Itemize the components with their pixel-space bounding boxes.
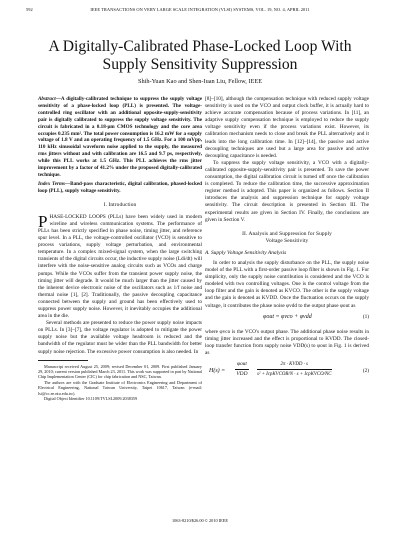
authors: Shih-Yuan Kao and Shen-Iuan Liu, Fellow, IEEE — [137, 78, 263, 85]
index-terms-text: Band-pass characteristic, digital calibration, phased-locked loop (PLL), supply voltage sensitivity. — [38, 180, 202, 194]
drop-cap: P — [38, 211, 48, 231]
equation-1-number: (1) — [362, 313, 369, 320]
equation-2-fraction-left — [235, 361, 249, 378]
section-heading-line-2: Voltage Sensitivity — [265, 237, 309, 244]
section-heading-introduction: I. Introduction — [103, 201, 137, 208]
footnote-doi: Digital Object Identifier 10.1109/TVLSI.2009.2038359 — [44, 396, 138, 402]
intro-paragraph-1-text: HASE-LOCKED LOOPS (PLLs) have been widely used in modern wireline and wireless communication systems. The performance of PLLs has been strictly specified in phase noise, timing jitter, and reference spur level. In a PLL, the voltage-controlled oscillator (VCO) is sensitive to process variations, supply voltage perturbation, and environmental temperature. In a complex mixed-signal system, when the large switching transients of the digital circuits occur, the inductive supply noise (Ldi/dt) will interfere with the noise-sensitive analog circuits such as VCOs and charge pumps. While the VCOs suffer from the transient power supply noise, the timing jitter will degrade. It would be much larger than the jitter caused by the inherent device electronic noise of the oscillators such as 1/f noise and thermal noise [1], [2]. Traditionally, the passive decoupling capacitance connected between the supply and ground has been effectively used to suppress power supply noise. However, it inevitably occupies the additional area in the die. — [38, 213, 202, 320]
journal-name: IEEE TRANSACTIONS ON VERY LARGE SCALE INTEGRATION (VLSI) SYSTEMS, VOL. 19, NO. 4, APRIL 2011 — [90, 7, 310, 12]
right-column — [205, 96, 369, 383]
body-paragraph-4: where φvco is the VCO's output phase. The additional phase noise results in timing jitter increased and the effect is proportional to KVDD. The closed-loop transfer function from supply noise VDD(s) to φout in Fig. 1 is derived as — [205, 328, 369, 356]
intro-paragraph-2: Several methods are presented to reduce the power supply noise impacts on PLLs. In [3]–[7], the voltage regulator is adopted to mitigate the power supply noise but the available voltage headroom is reduced and the bandwidth of the regulator must be wider than the PLL bandwidth for better supply noise rejection. The excessive power consumption is also needed. In — [38, 320, 202, 355]
equation-2 — [205, 361, 369, 383]
footnote-manuscript: Manuscript received August 25, 2009; revised December 01, 2009. First published January 29, 2010; current version published March 23, 2011. This work was supported in part by National Chip Implementation Center (CIC) for chip fabrication and NSC, Taiwan. — [38, 363, 202, 380]
subsection-heading: A. Supply Voltage Sensitivity Analysis — [205, 249, 287, 256]
running-header — [26, 7, 374, 15]
title-line-1: A Digitally-Calibrated Phase-Locked Loop With — [48, 38, 352, 55]
equation-2-fraction-right — [257, 361, 332, 378]
section-heading-line-1: II. Analysis and Suppression for Supply — [242, 230, 332, 237]
page-number: 592 — [26, 7, 33, 12]
equation-1 — [205, 311, 369, 327]
section-heading-analysis — [205, 231, 369, 245]
body-paragraph-1: [8]–[10], although the compensation technique with reduced supply voltage sensitivity is used on the VCO and output clock buffer, it is actually hard to achieve accurate compensation because of process variations. In [11], an adaptive supply compensation technique is employed to reduce the supply voltage sensitivity even if the process variations exist. However, its calibration mechanism needs to close and break the PLL alternatively and it leads into the long calibration time. In [12]–[14], the passive and active decoupling techniques are used but a large area for passive and active decoupling capacitance is needed. — [205, 96, 369, 159]
paper-title — [0, 38, 400, 74]
body-paragraph-3: In order to analysis the supply disturbance on the PLL, the supply noise model of the PLL with a first-order passive loop filter is shown in Fig. 1. For simplicity, only the supply noise contribution is considered and the VCO is modeled with two controlling voltages. One is the control voltage from the loop filter and the gain is denoted as KVCO. The other is the supply voltage and the gain is denoted as KVDD. Once the fluctuation occurs on the supply voltage, it contributes the phase noise φvdd to the output phase φout as — [205, 259, 369, 309]
title-line-2: Supply Sensitivity Suppression — [102, 56, 298, 73]
body-paragraph-2: To suppress the supply voltage sensitivity, a VCO with a digitally-calibrated opposite-supply-sensitivity pair is presented. To save the power consumption, the digital calibration circuit is turned off once the calibration is completed. To reduce the calibration time, the successive approximation register method is adopted. This paper is organized as follows. Section II introduces the analysis and suppression technique for supply voltage sensitivity. The circuit description is presented in Section III. The experimental results are given in Section IV. Finally, the conclusions are given in Section V. — [205, 159, 369, 223]
footnote-divider — [38, 360, 88, 361]
intro-paragraph-1 — [38, 211, 202, 320]
abstract — [38, 96, 202, 179]
index-terms-lead: Index Terms— — [38, 180, 71, 187]
equation-2-rhs-denominator: s² + IcpKVCOR/N · s + IcpKVCO/NC — [257, 372, 332, 378]
footnote-authors: The authors are with the Graduate Institute of Electronics Engineering and Department of Electrical Engineering, National Taiwan University, Taipei 10617, Taiwan (e-mail: lsi@cc.ee.ntu.edu.tw). — [38, 379, 202, 396]
equation-1-expression: φout = φvco + φvdd — [263, 313, 312, 320]
equation-2-denominator: VDD — [236, 371, 248, 378]
equation-2-lhs: H(s) = — [209, 368, 226, 374]
left-column — [38, 96, 202, 402]
footer-copyright: 1063-8210/$26.00 © 2010 IEEE — [171, 518, 228, 523]
index-terms — [38, 181, 202, 195]
equation-2-number: (2) — [362, 368, 369, 374]
equation-2-numerator: φout — [237, 361, 247, 367]
abstract-lead: Abstract— — [38, 96, 61, 102]
equation-2-rhs-numerator: 2π · KVDD · s — [280, 362, 308, 367]
abstract-text: A digitally-calibrated technique to suppress the supply voltage sensitivity of a phase-locked loop (PLL) is presented. The voltage-controlled ring oscillator with an additional opposite-supply-sensitivity pair is digitally calibrated to suppress the supply voltage sensitivity. The circuit is fabricated in a 0.18-μm CMOS technology and the core area occupies 0.235 mm². The total power consumption is 16.2 mW for a supply voltage of 1.8 V and an operating frequency of 1.5 GHz. For a 100 mVpp, 110 kHz sinusoidal waveform noise applied to the supply, the measured rms jitters without and with calibration are 16.5 and 9.7 ps, respectively, while this PLL works at 1.5 GHz. This PLL achieves the rms jitter improvement by a factor of 41.2% under the proposed digitally-calibrated technique. — [38, 96, 202, 178]
